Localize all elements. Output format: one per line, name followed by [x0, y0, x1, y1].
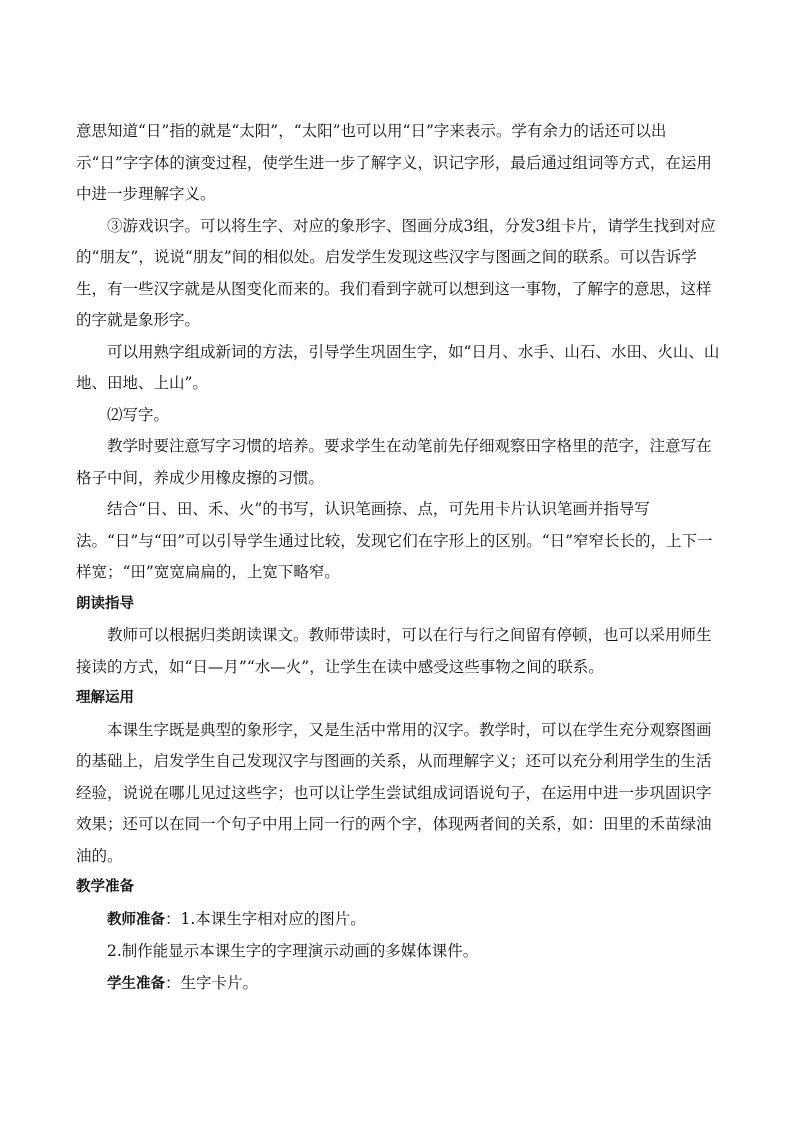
heading-teaching-preparation: 教学准备 [76, 879, 134, 895]
paragraph-strokes: 结合“日、田、禾、火”的书写，认识笔画捺、点，可先用卡片认识笔画并指导写法。“日”与“田”可以引导学生通过比较，发现它们在字形上的区别。“日”窄窄长长的，上下一样宽；“田”宽宽扁扁的，上宽下略窄。 [76, 500, 713, 581]
document-page [76, 116, 726, 1000]
paragraph-game-literacy: ③游戏识字。可以将生字、对应的象形字、图画分成3组，分发3组卡片，请学生找到对应的“朋友”，说说“朋友”间的相似处。启发学生发现这些汉字与图画之间的联系。可以告诉学生，有一些汉字就是从图变化而来的。我们看到字就可以想到这一事物，了解字的意思，这样的字就是象形字。 [76, 216, 716, 329]
student-preparation-label: 学生准备 [107, 975, 165, 992]
paragraph-writing-habits: 教学时要注意写字习惯的培养。要求学生在动笔前先仔细观察田字格里的范字，注意写在格子中间，养成少用橡皮擦的习惯。 [76, 437, 712, 487]
teacher-preparation-text: ：1.本课生字相对应的图片。 [165, 909, 366, 928]
heading-reading-guide: 朗读指导 [76, 595, 134, 612]
heading-understanding-use: 理解运用 [76, 690, 134, 706]
paragraph-student-preparation [76, 968, 726, 1001]
paragraph-multimedia: 2.制作能显示本课生字的字理演示动画的多媒体课件。 [107, 942, 479, 960]
paragraph-reading-guide: 教师可以根据归类朗读课文。教师带读时，可以在行与行之间留有停顿，也可以采用师生接读的方式，如“日—月”“水—火”，让学生在读中感受这些事物之间的联系。 [76, 626, 712, 676]
paragraph-understanding-use: 本课生字既是典型的象形字，又是生活中常用的汉字。教学时，可以在学生充分观察图画的基础上，启发学生自己发现汉字与图画的关系，从而理解字义；还可以充分利用学生的生活经验，说说在哪儿见过这些字；也可以让学生尝试组成词语说句子，在运用中进一步巩固识字效果；还可以在同一个句子中用上同一行的两个字，体现两者间的关系，如：田里的禾苗绿油油的。 [76, 720, 712, 865]
paragraph-character-meaning: 意思知道“日”指的就是“太阳”，“太阳”也可以用“日”字来表示。学有余力的话还可以出示“日”字字体的演变过程，使学生进一步了解字义，识记字形，最后通过组词等方式，在运用中进一步理解字义。 [76, 122, 712, 203]
paragraph-writing-heading: ⑵写字。 [107, 405, 170, 424]
teacher-preparation-label: 教师准备 [107, 911, 165, 928]
paragraph-teacher-preparation [76, 904, 726, 937]
student-preparation-text: ：生字卡片。 [165, 973, 259, 992]
paragraph-new-words: 可以用熟字组成新词的方法，引导学生巩固生字，如“日月、水手、山石、水田、火山、山地、田地、上山”。 [76, 342, 720, 392]
